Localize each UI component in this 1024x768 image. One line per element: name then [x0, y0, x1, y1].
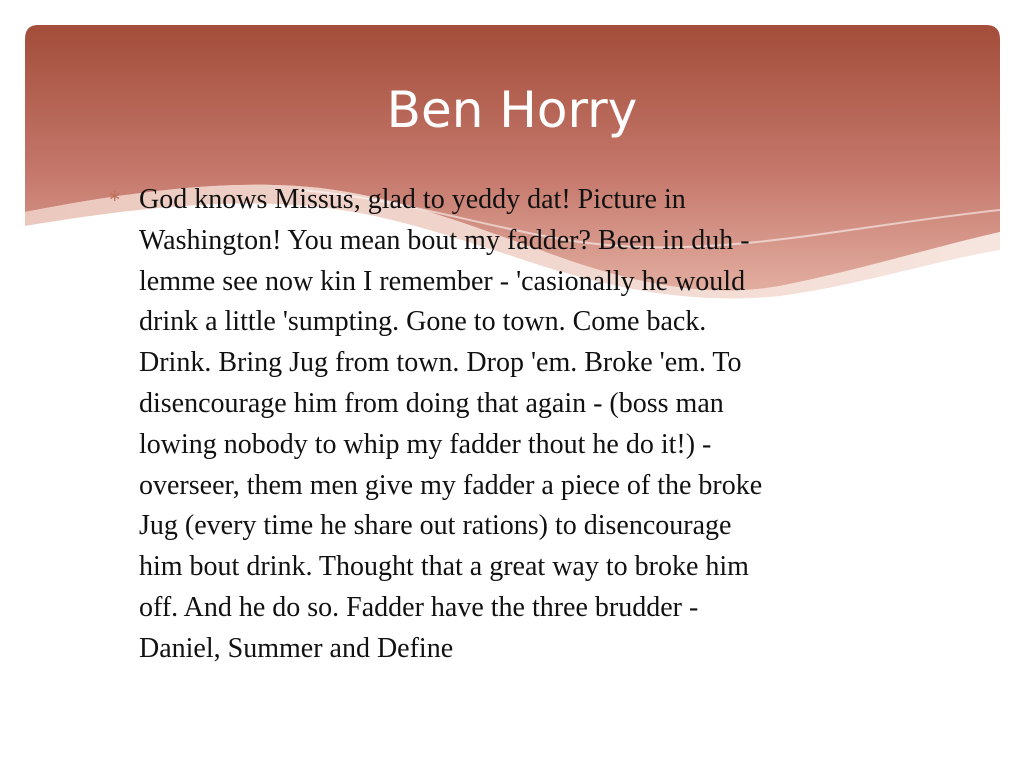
slide-title: Ben Horry — [386, 81, 638, 139]
asterisk-bullet-icon: ∗ — [108, 186, 122, 205]
bullet-text: God knows Missus, glad to yeddy dat! Picture in Washington! You mean bout my fadder? Been in duh - lemme see now kin I remember - 'casionally he would drink a little 'sumpting. Gone to town. Come back. Drink. Bring Jug from town. Drop 'em. Broke 'em. To disencourage him from doing that again - (boss man lowing nobody to whip my fadder thout he do it!) - overseer, them men give my fadder a piece of the broke Jug (every time he share out rations) to disencourage him bout drink. Thought that a great way to broke him off. And he do so. Fadder have the three brudder - Daniel, Summer and Define — [139, 184, 763, 664]
bullet-item — [108, 180, 908, 670]
slide-body — [108, 180, 908, 670]
